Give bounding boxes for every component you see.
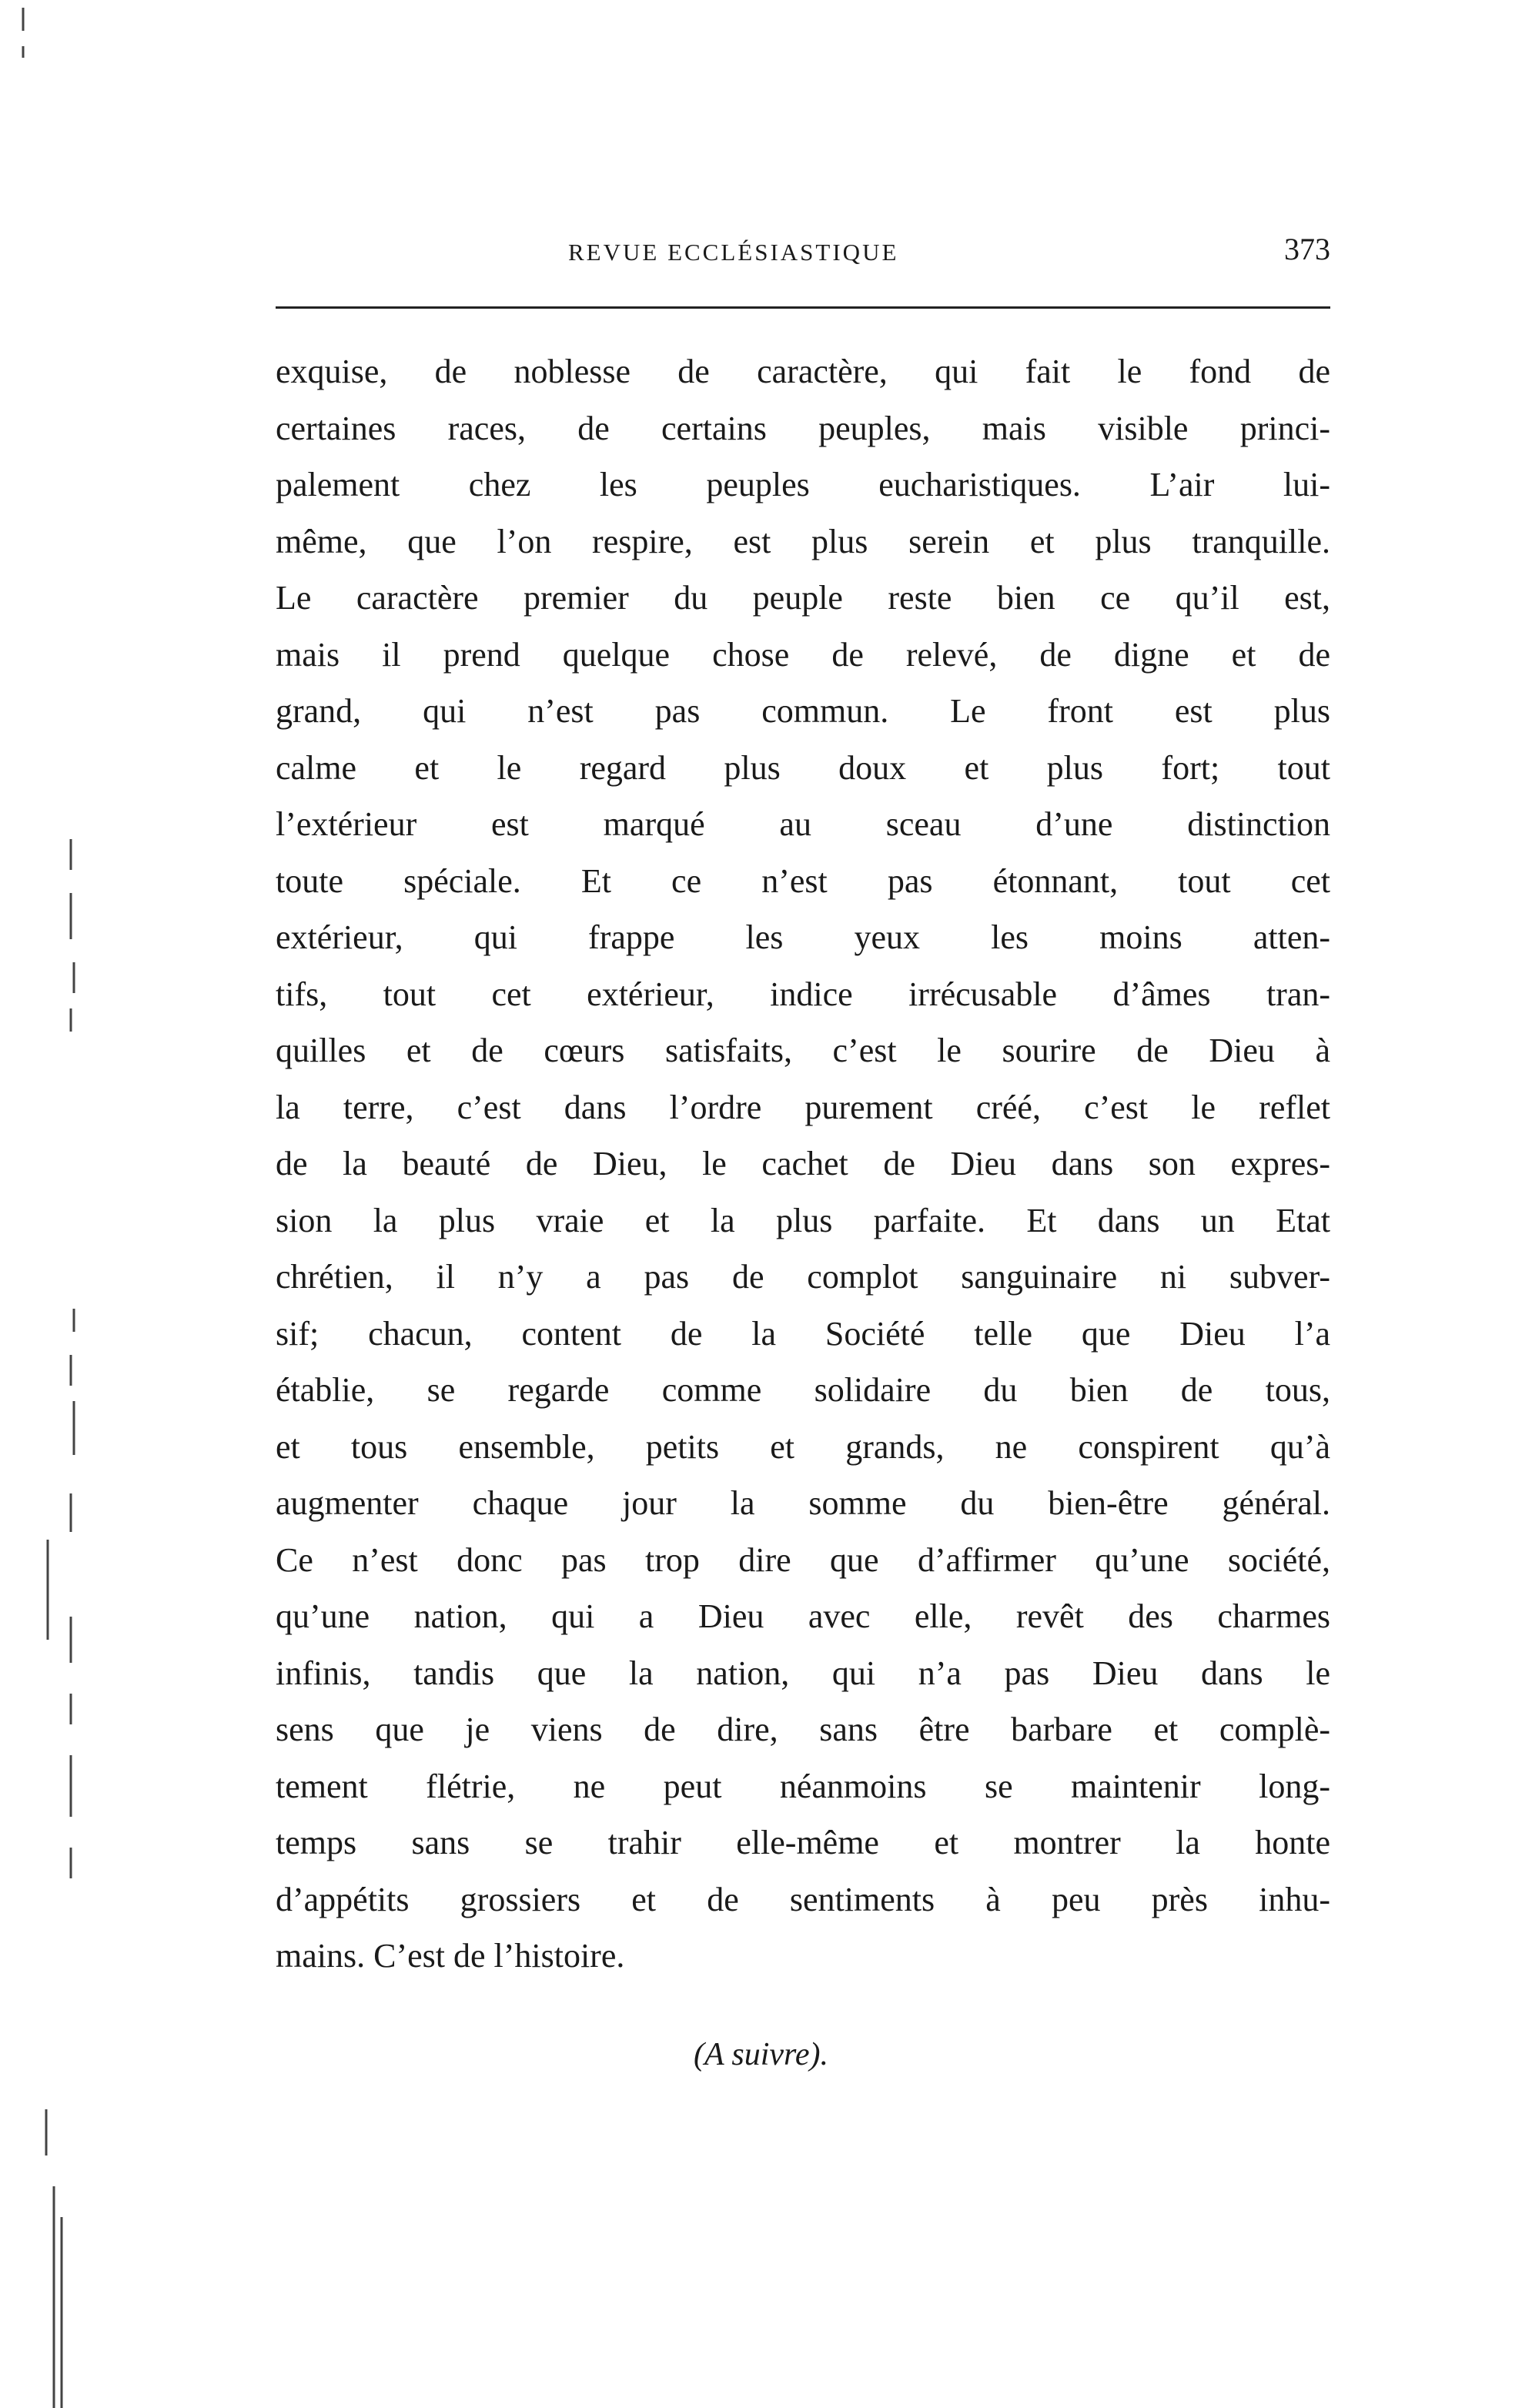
text-line: sens que je viens de dire, sans être barbare et complè- xyxy=(276,1711,1330,1748)
text-line: qu’une nation, qui a Dieu avec elle, revêt des charmes xyxy=(276,1597,1330,1635)
text-line: Le caractère premier du peuple reste bien ce qu’il est, xyxy=(276,579,1330,617)
text-line: palement chez les peuples eucharistiques. L’air lui- xyxy=(276,466,1330,503)
text-line: établie, se regarde comme solidaire du bien de tous, xyxy=(276,1371,1330,1409)
running-title: REVUE ECCLÉSIASTIQUE xyxy=(568,239,899,266)
text-line: sion la plus vraie et la plus parfaite. Et dans un Etat xyxy=(276,1201,1330,1239)
text-line: d’appétits grossiers et de sentiments à peu près inhu- xyxy=(276,1880,1330,1918)
text-line: mains. C’est de l’histoire. xyxy=(276,1937,625,1975)
text-line: mais il prend quelque chose de relevé, de digne et de xyxy=(276,635,1330,674)
text-line: quilles et de cœurs satisfaits, c’est le sourire de Dieu à xyxy=(276,1032,1330,1069)
text-line: et tous ensemble, petits et grands, ne conspirent qu’à xyxy=(276,1427,1330,1466)
page-number: 373 xyxy=(1284,232,1330,266)
text-line: grand, qui n’est pas commun. Le front est plus xyxy=(276,692,1330,730)
text-line: l’extérieur est marqué au sceau d’une distinction xyxy=(276,805,1330,843)
text-line: chrétien, il n’y a pas de complot sanguinaire ni subver- xyxy=(276,1258,1330,1296)
text-line: calme et le regard plus doux et plus fort; tout xyxy=(276,748,1330,787)
text-line: tifs, tout cet extérieur, indice irrécusable d’âmes tran- xyxy=(276,975,1330,1013)
text-line: Ce n’est donc pas trop dire que d’affirmer qu’une société, xyxy=(276,1540,1330,1579)
text-line: la terre, c’est dans l’ordre purement créé, c’est le reflet xyxy=(276,1088,1330,1126)
body-text xyxy=(276,343,1330,1985)
text-line: extérieur, qui frappe les yeux les moins atten- xyxy=(276,918,1330,956)
text-line: même, que l’on respire, est plus serein et plus tranquille. xyxy=(276,522,1330,560)
text-line: temps sans se trahir elle-même et montrer la honte xyxy=(276,1824,1330,1861)
text-line: infinis, tandis que la nation, qui n’a pas Dieu dans le xyxy=(276,1654,1330,1692)
running-head xyxy=(276,231,1330,277)
text-line: de la beauté de Dieu, le cachet de Dieu dans son expres- xyxy=(276,1145,1330,1182)
text-line: tement flétrie, ne peut néanmoins se maintenir long- xyxy=(276,1767,1330,1805)
text-line: augmenter chaque jour la somme du bien-être général. xyxy=(276,1484,1330,1522)
header-rule xyxy=(276,306,1330,309)
text-line: exquise, de noblesse de caractère, qui fait le fond de xyxy=(276,353,1330,390)
text-line: certaines races, de certains peuples, mais visible princi- xyxy=(276,409,1330,447)
text-line: toute spéciale. Et ce n’est pas étonnant, tout cet xyxy=(276,861,1330,900)
to-be-continued-note: (A suivre). xyxy=(694,2037,828,2072)
text-line: sif; chacun, content de la Société telle que Dieu l’a xyxy=(276,1314,1330,1353)
